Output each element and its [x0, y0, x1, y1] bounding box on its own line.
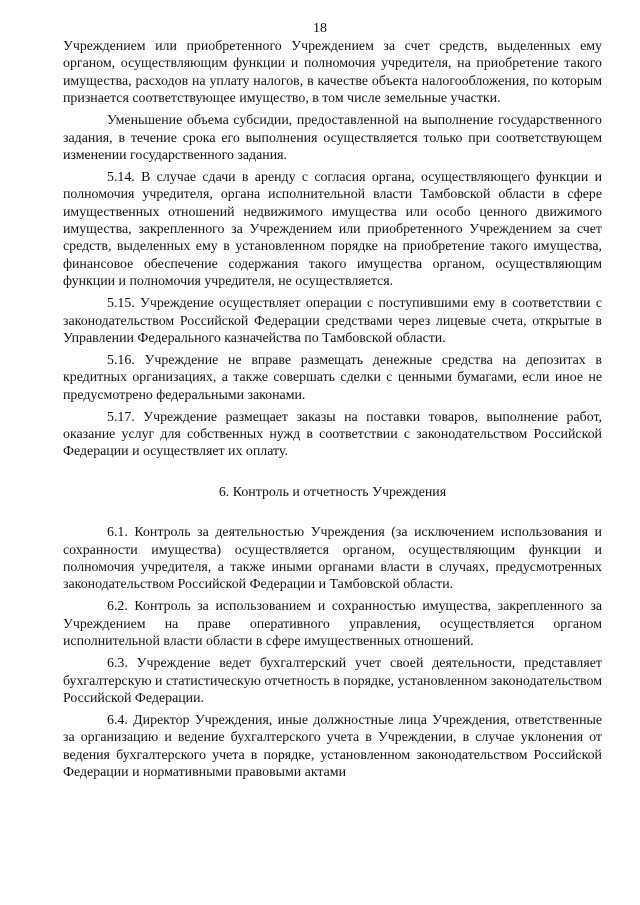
- section-heading: 6. Контроль и отчетность Учреждения: [218, 484, 447, 500]
- paragraph-6-3: 6.3. Учреждение ведет бухгалтерский учет своей деятельности, представляет бухгалтерскую и статистическую отчетность в порядке, установленном законодательством Российской Федерации.: [63, 656, 602, 706]
- paragraph-5-17: 5.17. Учреждение размещает заказы на поставки товаров, выполнение работ, оказание услуг для собственных нужд в соответствии с законодательством Российской Федерации и осуществляет их оплату.: [63, 409, 602, 460]
- paragraph-6-2: 6.2. Контроль за использованием и сохранностью имущества, закрепленного за Учреждением на праве оперативного управления, осуществляется органом исполнительной власти области в сфере имущественных отношений.: [63, 599, 602, 650]
- paragraph-6-1: 6.1. Контроль за деятельностью Учреждения (за исключением использования и сохранности имущества) осуществляется органом, осуществляющим функции и полномочия учредителя, а также иными органами власти в случаях, предусмотренных законодательством Российской Федерации и Тамбовской области.: [63, 525, 602, 593]
- paragraph-6-4: 6.4. Директор Учреждения, иные должностные лица Учреждения, ответственные за организацию и ведение бухгалтерского учета в Учреждении, в случае уклонения от ведения бухгалтерского учета в порядке, установленном законодательством Российской Федерации и нормативными правовыми актами: [63, 712, 602, 781]
- document-body: [63, 38, 602, 786]
- paragraph-subsidy-reduction: Уменьшение объема субсидии, предоставленной на выполнение государственного задания, в течение срока его выполнения осуществляется только при соответствующем изменении государственного задания.: [63, 113, 602, 163]
- paragraph-continuation: Учреждением или приобретенного Учреждением за счет средств, выделенных ему органом, осуществляющим функции и полномочия учредителя, на приобретение такого имущества, расходов на уплату налогов, в качестве объекта налогообложения, по которым признается соответствующее имущество, в том числе земельные участки.: [63, 39, 602, 107]
- page-number: 18: [313, 21, 327, 36]
- paragraph-5-15: 5.15. Учреждение осуществляет операции с поступившими ему в соответствии с законодательством Российской Федерации средствами через лицевые счета, открытые в Управлении Федерального казначейства по Тамбовской области.: [63, 296, 602, 346]
- paragraph-5-16: 5.16. Учреждение не вправе размещать денежные средства на депозитах в кредитных организациях, а также совершать сделки с ценными бумагами, если иное не предусмотрено федеральными законами.: [63, 352, 602, 403]
- paragraph-5-14: 5.14. В случае сдачи в аренду с согласия органа, осуществляющего функции и полномочия учредителя, органа исполнительной власти Тамбовской области в сфере имущественных отношений недвижимого имущества или особо ценного движимого имущества, закрепленного за Учреждением или приобретенного Учреждением за счет средств, выделенных ему в установленном порядке на приобретение такого имущества, финансовое обеспечение содержания такого имущества органом, осуществляющим функции и полномочия учредителя, не осуществляется.: [63, 169, 602, 290]
